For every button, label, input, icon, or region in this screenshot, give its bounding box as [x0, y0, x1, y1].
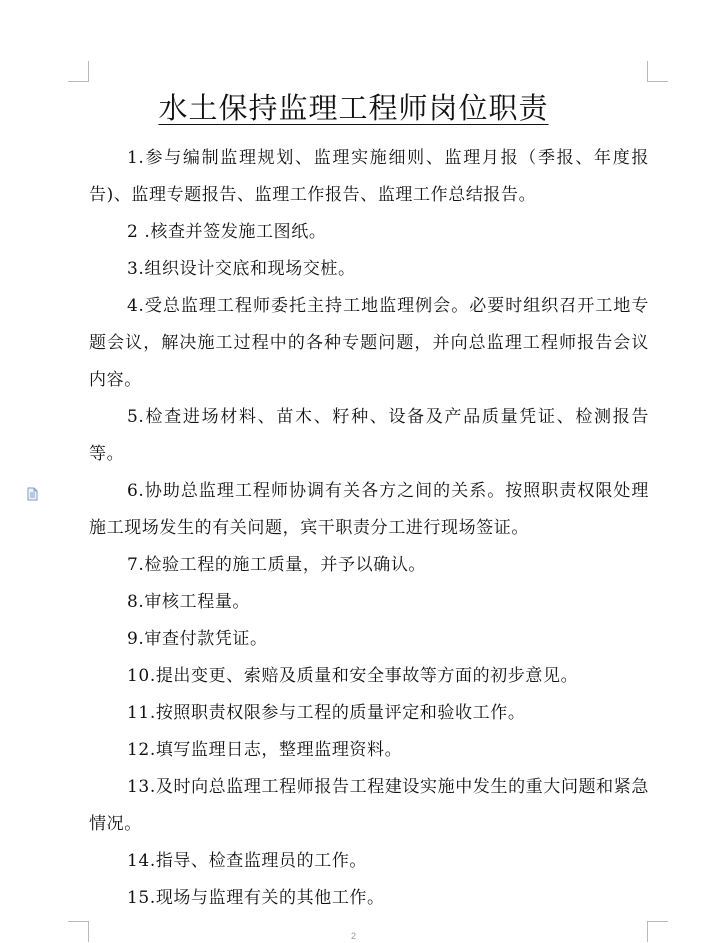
- duty-item-7: 7.检验工程的施工质量，并予以确认。: [127, 555, 427, 575]
- duty-item-9: 9.审查付款凭证。: [127, 629, 268, 649]
- page-number: 2: [350, 931, 356, 941]
- corner-mark-top-right: [647, 61, 668, 82]
- duty-item-2: 2 .核查并签发施工图纸。: [127, 222, 327, 242]
- duty-item-15: 15.现场与监理有关的其他工作。: [127, 888, 385, 908]
- duty-item-4: 4.受总监理工程师委托主持工地监理例会。必要时组织召开工地专题会议，解决施工过程中的各种专题问题，并向总监理工程师报告会议内容。: [89, 296, 649, 390]
- duty-item-5: 5.检查进场材料、苗木、籽种、设备及产品质量凭证、检测报告等。: [89, 407, 649, 464]
- duty-item-12: 12.填写监理日志，整理监理资料。: [127, 740, 403, 760]
- duty-item-8: 8.审核工程量。: [127, 592, 251, 612]
- document-icon[interactable]: [26, 486, 40, 500]
- duty-item-6: 6.协助总监理工程师协调有关各方之间的关系。按照职责权限处理施工现场发生的有关问题，宾干职责分工进行现场签证。: [89, 481, 649, 538]
- duty-item-13: 13.及时向总监理工程师报告工程建设实施中发生的重大问题和紧急情况。: [89, 777, 649, 834]
- document-title-text: 水土保持监理工程师岗位职责: [158, 91, 549, 125]
- duty-item-10: 10.提出变更、索赔及质量和安全事故等方面的初步意见。: [127, 666, 579, 686]
- document-body[interactable]: [89, 140, 649, 917]
- duty-item-1: 1.参与编制监理规划、监理实施细则、监理月报（季报、年度报告)、监理专题报告、监理工作报告、监理工作总结报告。: [89, 148, 649, 205]
- duty-item-3: 3.组织设计交底和现场交桩。: [127, 259, 356, 279]
- duty-item-14: 14.指导、检查监理员的工作。: [127, 851, 368, 871]
- document-title: [0, 88, 707, 128]
- duty-item-11: 11.按照职责权限参与工程的质量评定和验收工作。: [127, 703, 526, 723]
- corner-mark-top-left: [68, 61, 89, 82]
